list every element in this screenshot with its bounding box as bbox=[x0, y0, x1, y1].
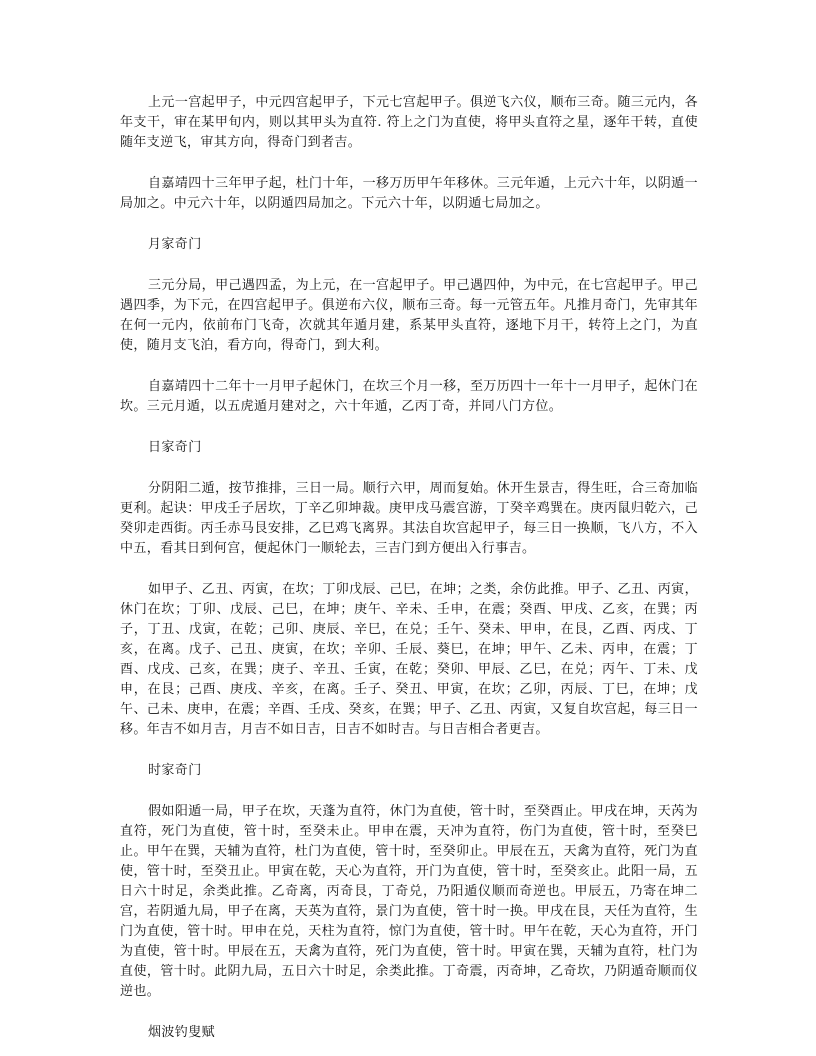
spacer bbox=[120, 458, 698, 479]
heading-hour-qimen: 时家奇门 bbox=[148, 763, 202, 778]
heading-yanbo-fu: 烟波钓叟赋 bbox=[148, 1025, 216, 1040]
heading-day-qimen: 日家奇门 bbox=[148, 440, 202, 455]
spacer bbox=[120, 559, 698, 580]
paragraph-day-method: 分阴阳二遁，按节推排，三日一局。顺行六甲，周而复始。休开生景吉，得生旺，合三奇加临更利。起诀：甲戌壬子居坎，丁辛乙卯坤裁。庚甲戌马震宫游，丁癸辛鸡巽在。庚丙鼠归乾六，己癸卯走西街。丙壬赤马艮安排，乙巳鸡飞离界。其法自坎宫起甲子，每三日一换顺，飞八方，不入中五，看其日到何宫，便起休门一顺轮去，三吉门到方便出入行事吉。 bbox=[120, 481, 698, 556]
document-page bbox=[120, 93, 698, 1043]
paragraph-month-method: 三元分局，甲己遇四孟，为上元，在一宫起甲子。甲己遇四仲，为中元，在七宫起甲子。甲己遇四季，为下元，在四宫起甲子。俱逆布六仪，顺布三奇。每一元管五年。凡推月奇门，先审其年在何一元内，依前布门飞奇，次就其年遁月建，系某甲头直符，逐地下月干，转符上之门，为直使，随月支飞泊，看方向，得奇门，到大利。 bbox=[120, 278, 698, 353]
paragraph-day-examples: 如甲子、乙丑、丙寅，在坎；丁卯戊辰、己巳，在坤；之类，余仿此推。甲子、乙丑、丙寅，休门在坎；丁卯、戊辰、己巳，在坤；庚午、辛未、壬申，在震；癸酉、甲戌、乙亥，在巽；丙子，丁丑、戊寅，在乾；己卯、庚辰、辛巳，在兑；壬午、癸未、甲申，在艮，乙酉、丙戌、丁亥，在离。戊子、己丑、庚寅，在坎；辛卯、壬辰、葵巳，在坤；甲午、乙未、丙申，在震；丁酉、戊戌、己亥，在巽；庚子、辛丑、壬寅，在乾；癸卯、甲辰、乙巳，在兑；丙午、丁未、戊申，在艮；己酉、庚戌、辛亥，在离。壬子、癸丑、甲寅，在坎；乙卯，丙辰、丁巳，在坤；戊午、己未、庚申，在震；辛酉、壬戌、癸亥，在巽；甲子、乙丑、丙寅，又复自坎宫起，每三日一移。年吉不如月吉，月吉不如日吉，日吉不如时吉。与日吉相合者更吉。 bbox=[120, 582, 698, 737]
paragraph-hour-method: 假如阳遁一局，甲子在坎，天蓬为直符，休门为直使，管十时，至癸酉止。甲戌在坤，天芮为直符，死门为直使，管十时，至癸未止。甲申在震，天冲为直符，伤门为直使，管十时，至癸巳止。甲午在巽，天辅为直符，杜门为直使，管十时，至癸卯止。甲辰在五，天禽为直符，死门为直使，管十时，至癸丑止。甲寅在乾，天心为直符，开门为直使，管十时，至癸亥止。此阳一局，五日六十时足，余类此推。乙奇离，丙奇艮，丁奇兑，乃阳遁仪顺而奇逆也。甲辰五，乃寄在坤二宫，若阴遁九局，甲子在离，天英为直符，景门为直使，管十时一换。甲戌在艮，天任为直符，生门为直使，管十时。甲申在兑，天柱为直符，惊门为直使，管十时。甲午在乾，天心为直符，开门为直使，管十时。甲辰在五，天禽为直符，死门为直使，管十时。甲寅在巽，天辅为直符，杜门为直使，管十时。此阴九局，五日六十时足，余类此推。丁奇震，丙奇坤，乙奇坎，乃阴遁奇顺而仪逆也。 bbox=[120, 804, 698, 999]
spacer bbox=[120, 356, 698, 377]
heading-month-qimen: 月家奇门 bbox=[148, 237, 202, 252]
paragraph-sanyuan: 上元一宫起甲子，中元四宫起甲子，下元七宫起甲子。俱逆飞六仪，顺布三奇。随三元内，各年支干，审在某甲旬内，则以其甲头为直符. 符上之门为直使，将甲头直符之星，逐年干转，直使随年支逆飞，审其方向，得奇门到者吉。 bbox=[120, 95, 698, 150]
spacer bbox=[120, 1002, 698, 1023]
spacer bbox=[120, 740, 698, 761]
spacer bbox=[120, 255, 698, 276]
paragraph-month-jiajing: 自嘉靖四十二年十一月甲子起休门，在坎三个月一移，至万历四十一年十一月甲子，起休门在坎。三元月遁，以五虎遁月建对之，六十年遁，乙丙丁奇，并同八门方位。 bbox=[120, 379, 698, 414]
spacer bbox=[120, 153, 698, 174]
spacer bbox=[120, 781, 698, 802]
spacer bbox=[120, 417, 698, 438]
spacer bbox=[120, 214, 698, 235]
paragraph-jiajing-year: 自嘉靖四十三年甲子起，杜门十年，一移万历甲午年移休。三元年遁，上元六十年，以阴遁一局加之。中元六十年，以阴遁四局加之。下元六十年，以阴遁七局加之。 bbox=[120, 176, 698, 211]
